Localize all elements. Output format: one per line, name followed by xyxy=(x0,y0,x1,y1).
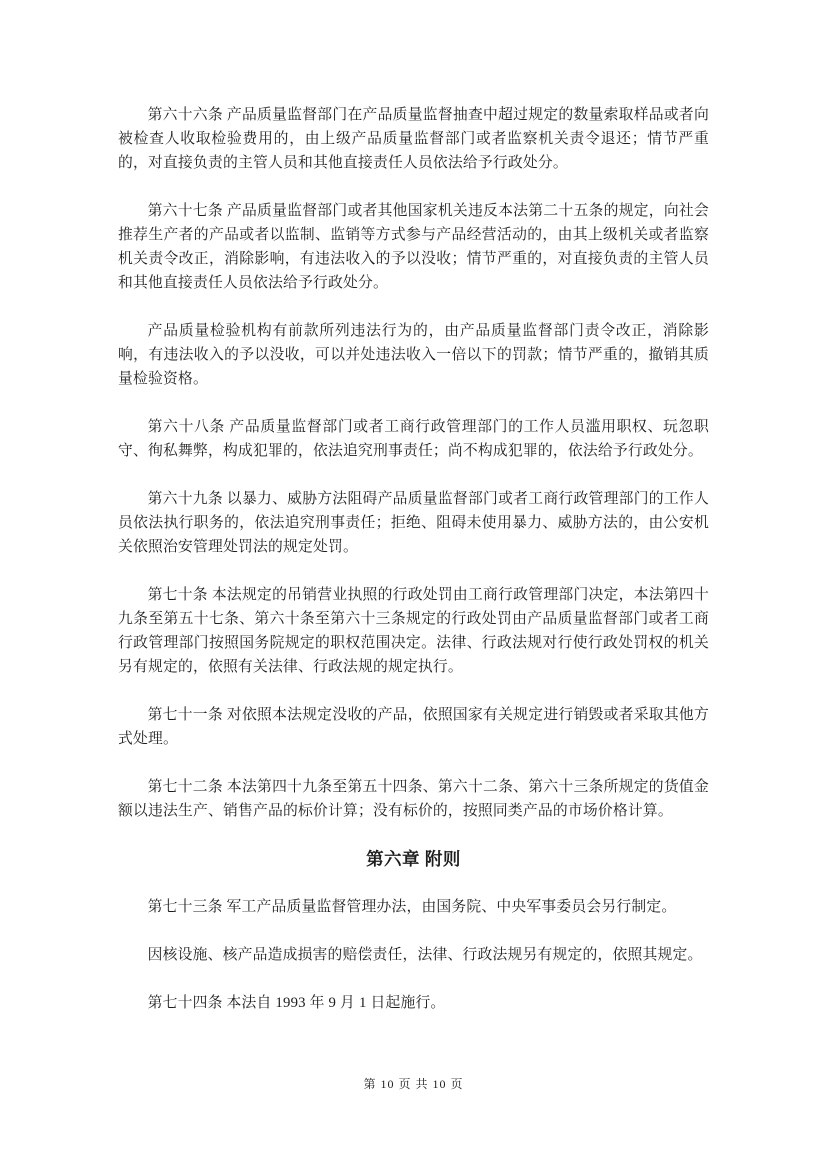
law-paragraph: 第七十条 本法规定的吊销营业执照的行政处罚由工商行政管理部门决定，本法第四十九条至第五十七条、第六十条至第六十三条规定的行政处罚由产品质量监督部门或者工商行政管理部门按照国务院规定的职权范围决定。法律、行政法规对行使行政处罚权的机关另有规定的，依照有关法律、行政法规的规定执行。 xyxy=(118,587,709,675)
document-body xyxy=(118,103,709,1039)
law-paragraph: 第七十二条 本法第四十九条至第五十四条、第六十二条、第六十三条所规定的货值金额以违法生产、销售产品的标价计算；没有标价的，按照同类产品的市场价格计算。 xyxy=(118,779,709,819)
page-number-footer: 第 10 页 共 10 页 xyxy=(363,1077,464,1091)
law-paragraph: 第七十一条 对依照本法规定没收的产品，依照国家有关规定进行销毁或者采取其他方式处理。 xyxy=(118,707,709,747)
chapter-heading: 第六章 附则 xyxy=(366,849,461,869)
law-paragraph: 产品质量检验机构有前款所列违法行为的，由产品质量监督部门责令改正，消除影响，有违法收入的予以没收，可以并处违法收入一倍以下的罚款；情节严重的，撤销其质量检验资格。 xyxy=(118,323,709,387)
law-paragraph: 第七十四条 本法自 1993 年 9 月 1 日起施行。 xyxy=(147,995,446,1011)
law-paragraph: 因核设施、核产品造成损害的赔偿责任，法律、行政法规另有规定的，依照其规定。 xyxy=(147,947,703,963)
law-paragraph: 第七十三条 军工产品质量监督管理办法，由国务院、中央军事委员会另行制定。 xyxy=(147,899,677,915)
law-paragraph: 第六十七条 产品质量监督部门或者其他国家机关违反本法第二十五条的规定，向社会推荐生产者的产品或者以监制、监销等方式参与产品经营活动的，由其上级机关或者监察机关责令改正，消除影响，有违法收入的予以没收；情节严重的，对直接负责的主管人员和其他直接责任人员依法给予行政处分。 xyxy=(118,203,709,291)
law-paragraph: 第六十六条 产品质量监督部门在产品质量监督抽查中超过规定的数量索取样品或者向被检查人收取检验费用的，由上级产品质量监督部门或者监察机关责令退还；情节严重的，对直接负责的主管人员和其他直接责任人员依法给予行政处分。 xyxy=(118,107,709,171)
law-paragraph: 第六十九条 以暴力、威胁方法阻碍产品质量监督部门或者工商行政管理部门的工作人员依法执行职务的，依法追究刑事责任；拒绝、阻碍未使用暴力、威胁方法的，由公安机关依照治安管理处罚法的规定处罚。 xyxy=(118,491,709,555)
law-paragraph: 第六十八条 产品质量监督部门或者工商行政管理部门的工作人员滥用职权、玩忽职守、徇私舞弊，构成犯罪的，依法追究刑事责任；尚不构成犯罪的，依法给予行政处分。 xyxy=(118,419,709,459)
